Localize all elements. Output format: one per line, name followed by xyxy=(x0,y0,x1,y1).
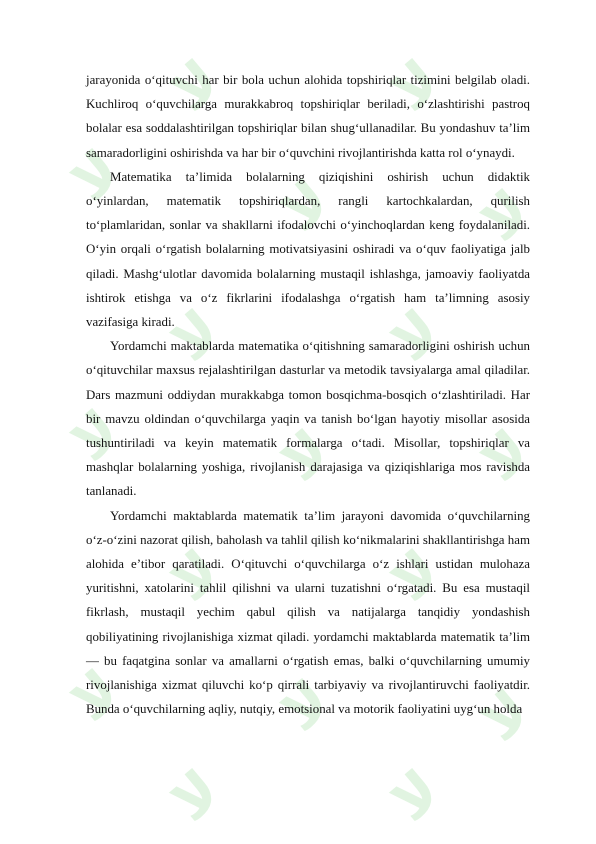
watermark-logo: ﻻ xyxy=(59,137,133,215)
watermark-logo: ﻻ xyxy=(159,297,233,375)
watermark-logo: ﻻ xyxy=(159,537,233,615)
watermark-logo: ﻻ xyxy=(59,657,133,735)
watermark-logo: ﻻ xyxy=(159,47,233,125)
watermark-logo: ﻻ xyxy=(379,757,453,835)
watermark-logo: ﻻ xyxy=(59,397,133,475)
paragraph-didactic-games: Matematika ta’limida bolalarning qiziqishini oshirish uchun didaktik o‘yinlardan, matematik topshiriqlardan, rangli kartochkalardan, qurilish to‘plamlaridan, sonlar va shakllarni ifodalovchi o‘yinchoqlardan keng foydalaniladi. O‘yin orqali o‘rgatish bolalarning motivatsiyasini oshiradi va o‘quv faoliyatiga jalb qiladi. Mashg‘ulotlar davomida bolalarning mustaqil ishlashga, jamoaviy faoliyatda ishtirok etishga va o‘z fikrlarini ifodalashga o‘rgatish ham ta’limning asosiy vazifasiga kiradi. xyxy=(86,169,530,330)
watermark-logo: ﻻ xyxy=(379,47,453,125)
watermark-logo: ﻻ xyxy=(269,417,343,495)
watermark-logo: ﻻ xyxy=(269,167,343,245)
watermark-logo: ﻻ xyxy=(469,177,543,255)
watermark-logo: ﻻ xyxy=(159,757,233,835)
paragraph-teaching-programs: Yordamchi maktablarda matematika o‘qitishning samaradorligini oshirish uchun o‘qituvchilar maxsus rejalashtirilgan dasturlar va metodik tavsiyalarga amal qiladilar. Dars mazmuni oddiydan murakkabga tomon bosqichma-bosqich o‘zlashtiriladi. Har bir mavzu oldindan o‘quvchilarga yaqin va tanish bo‘lgan hayotiy misollar asosida tushuntiriladi va keyin matematik formalarga o‘tadi. Misollar, topshiriqlar va mashqlar bolalarning yoshiga, rivojlanish darajasiga va qiziqishlariga mos ravishda tanlanadi. xyxy=(86,339,530,499)
watermark-logo: ﻻ xyxy=(379,297,453,375)
watermark-logo: ﻻ xyxy=(469,417,543,495)
watermark-logo: ﻻ xyxy=(469,677,543,755)
watermark-logo: ﻻ xyxy=(379,537,453,615)
watermark-logo: ﻻ xyxy=(269,667,343,745)
paragraph-continuation: jarayonida o‘qituvchi har bir bola uchun alohida topshiriqlar tizimini belgilab oladi. Kuchliroq o‘quvchilarga murakkabroq topshiriqlar beriladi, o‘zlashtirishi pastroq bolalar esa soddalashtirilgan topshiriqlar bilan shug‘ullanadilar. Bu yondashuv ta’lim samaradorligini oshirishda va har bir o‘quvchini rivojlantirishda katta rol o‘ynaydi. xyxy=(86,73,530,160)
document-page xyxy=(86,68,530,721)
paragraph-self-control: Yordamchi maktablarda matematik ta’lim jarayoni davomida o‘quvchilarning o‘z-o‘zini nazorat qilish, baholash va tahlil qilish ko‘nikmalarini shakllantirishga ham alohida e’tibor qaratiladi. O‘qituvchi o‘quvchilarga o‘z ishlari ustidan mulohaza yuritishni, xatolarini tahlil qilishni va ularni tuzatishni o‘rgatadi. Bu esa mustaqil fikrlash, mustaqil yechim qabul qilish va natijalarga tanqidiy yondashish qobiliyatining rivojlanishiga xizmat qiladi. yordamchi maktablarda matematik ta’lim — bu faqatgina sonlar va amallarni o‘rgatish emas, balki o‘quvchilarning umumiy rivojlanishiga xizmat qiluvchi ko‘p qirrali tarbiyaviy va rivojlantiruvchi faoliyatdir. Bunda o‘quvchilarning aqliy, nutqiy, emotsional va motorik faoliyatini uyg‘un holda xyxy=(86,508,530,717)
